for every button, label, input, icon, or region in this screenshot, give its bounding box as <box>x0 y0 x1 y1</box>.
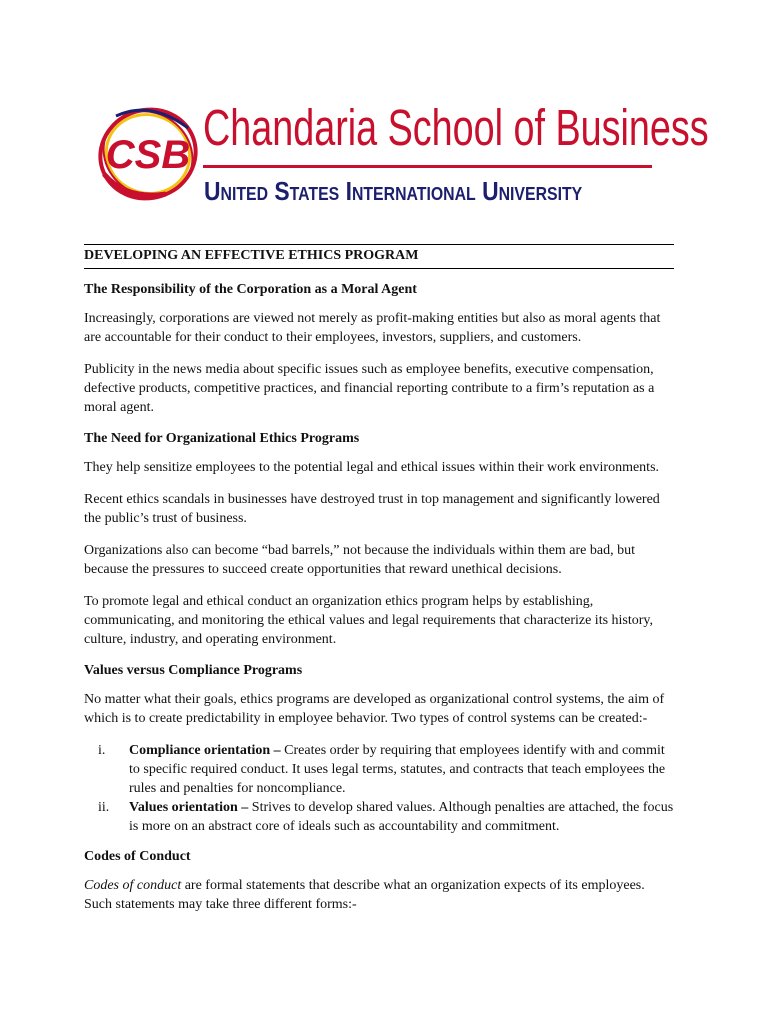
paragraph: No matter what their goals, ethics programs are developed as organizational control systems, the aim of which is to create predictability in employee behavior. Two types of control systems can be created:- <box>84 692 665 726</box>
paragraph-text: are formal statements that describe what an organization expects of its employees. Such statements may take three different forms:- <box>84 878 645 912</box>
list-term: Compliance orientation – <box>129 743 281 758</box>
list-item <box>84 798 674 836</box>
list-number: i. <box>98 743 106 758</box>
list-text: Creates order by requiring that employees identify with and commit to specific required conduct. It uses legal terms, statutes, and contracts that teach employees the rules and penalties for noncompliance. <box>129 743 666 796</box>
paragraph <box>84 876 674 914</box>
logo-text: CSB <box>105 133 191 177</box>
paragraph: Recent ethics scandals in businesses have destroyed trust in top management and significantly lowered the public’s trust of business. <box>84 492 660 526</box>
section-heading-moral-agent: The Responsibility of the Corporation as a Moral Agent <box>84 282 417 297</box>
control-systems-list <box>84 741 674 836</box>
section-heading-codes-of-conduct: Codes of Conduct <box>84 849 191 864</box>
paragraph: To promote legal and ethical conduct an organization ethics program helps by establishing, communicating, and monitoring the ethical values and legal requirements that characterize its history, culture, industry, and operating environment. <box>84 594 654 647</box>
document-title: DEVELOPING AN EFFECTIVE ETHICS PROGRAM <box>84 244 674 269</box>
letterhead <box>96 96 709 211</box>
document-body <box>84 244 674 927</box>
paragraph: They help sensitize employees to the potential legal and ethical issues within their work environments. <box>84 460 660 475</box>
list-text: Strives to develop shared values. Although penalties are attached, the focus is more on an abstract core of ideals such as accountability and commitment. <box>129 800 674 834</box>
emphasis-term: Codes of conduct <box>84 878 182 893</box>
paragraph: Increasingly, corporations are viewed not merely as profit-making entities but also as moral agents that are accountable for their conduct to their employees, investors, suppliers, and customers. <box>84 311 661 345</box>
school-name: Chandaria School of Business <box>203 99 709 156</box>
section-heading-ethics-programs: The Need for Organizational Ethics Programs <box>84 431 360 446</box>
paragraph: Publicity in the news media about specific issues such as employee benefits, executive compensation, defective products, competitive practices, and financial reporting contribute to a firm’s reputation as a moral agent. <box>84 362 655 415</box>
header-divider <box>203 165 652 168</box>
csb-logo <box>96 104 200 202</box>
paragraph: Organizations also can become “bad barrels,” not because the individuals within them are bad, but because the pressures to succeed create opportunities that reward unethical decisions. <box>84 543 636 577</box>
section-heading-values-compliance: Values versus Compliance Programs <box>84 663 303 678</box>
list-item <box>84 741 674 798</box>
list-term: Values orientation – <box>129 800 249 815</box>
university-name: United States International University <box>204 176 583 206</box>
list-number: ii. <box>98 800 110 815</box>
